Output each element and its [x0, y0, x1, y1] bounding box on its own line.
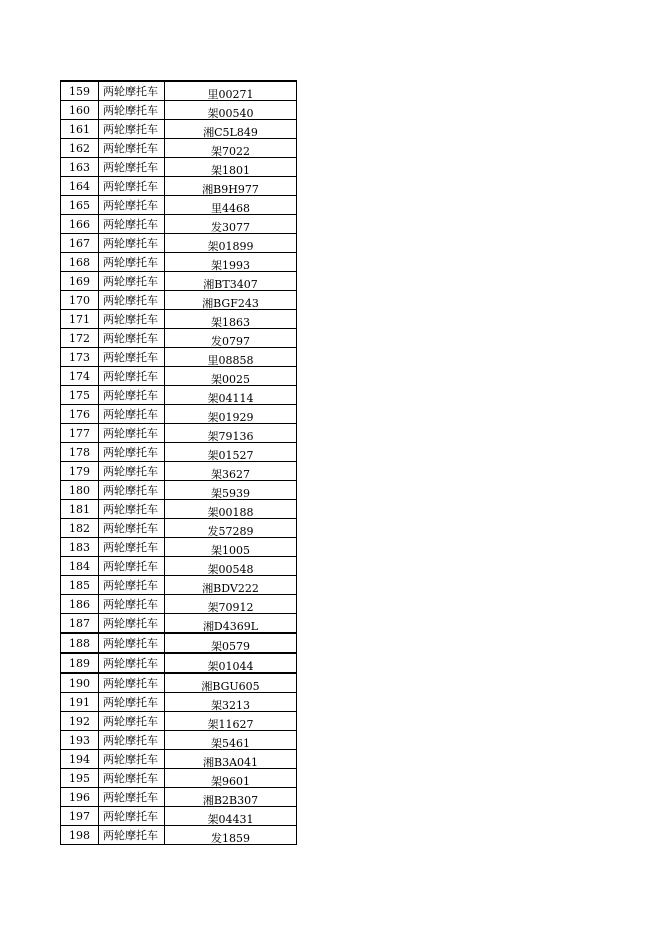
plate-number-cell[interactable]: 湘B3A041: [165, 750, 297, 769]
table-row: [61, 750, 297, 769]
vehicle-type-cell[interactable]: 两轮摩托车: [99, 750, 165, 769]
vehicle-type-cell[interactable]: 两轮摩托车: [99, 139, 165, 158]
table-row: [61, 101, 297, 120]
plate-number-cell[interactable]: 里00271: [165, 81, 297, 101]
table-row: [61, 462, 297, 481]
plate-number-cell[interactable]: 湘B2B307: [165, 788, 297, 807]
row-number-cell[interactable]: 167: [61, 234, 99, 253]
table-row: [61, 158, 297, 177]
table-row: [61, 196, 297, 215]
row-number-cell[interactable]: 163: [61, 158, 99, 177]
row-number-cell[interactable]: 159: [61, 81, 99, 101]
table-row: [61, 405, 297, 424]
plate-number-cell[interactable]: 架9601: [165, 769, 297, 788]
vehicle-table: [60, 80, 297, 845]
plate-number-cell[interactable]: 湘BDV222: [165, 576, 297, 595]
plate-number-cell[interactable]: 架04114: [165, 386, 297, 405]
table-row: [61, 595, 297, 614]
plate-number-cell[interactable]: 架1005: [165, 538, 297, 557]
row-number-cell[interactable]: 170: [61, 291, 99, 310]
row-number-cell[interactable]: 192: [61, 712, 99, 731]
row-number-cell[interactable]: 175: [61, 386, 99, 405]
vehicle-type-cell[interactable]: 两轮摩托车: [99, 614, 165, 634]
row-number-cell[interactable]: 180: [61, 481, 99, 500]
table-row: [61, 538, 297, 557]
table-row: [61, 731, 297, 750]
vehicle-type-cell[interactable]: 两轮摩托车: [99, 595, 165, 614]
row-number-cell[interactable]: 185: [61, 576, 99, 595]
plate-number-cell[interactable]: 湘B9H977: [165, 177, 297, 196]
vehicle-table-body: [61, 81, 297, 845]
row-number-cell[interactable]: 176: [61, 405, 99, 424]
plate-number-cell[interactable]: 湘D4369L: [165, 614, 297, 634]
table-row: [61, 557, 297, 576]
table-row: [61, 291, 297, 310]
row-number-cell[interactable]: 193: [61, 731, 99, 750]
vehicle-type-cell[interactable]: 两轮摩托车: [99, 405, 165, 424]
vehicle-type-cell[interactable]: 两轮摩托车: [99, 329, 165, 348]
plate-number-cell[interactable]: 里4468: [165, 196, 297, 215]
vehicle-type-cell[interactable]: 两轮摩托车: [99, 693, 165, 712]
vehicle-type-cell[interactable]: 两轮摩托车: [99, 196, 165, 215]
row-number-cell[interactable]: 171: [61, 310, 99, 329]
plate-number-cell[interactable]: 架0025: [165, 367, 297, 386]
row-number-cell[interactable]: 187: [61, 614, 99, 634]
plate-number-cell[interactable]: 架11627: [165, 712, 297, 731]
plate-number-cell[interactable]: 湘C5L849: [165, 120, 297, 139]
vehicle-type-cell[interactable]: 两轮摩托车: [99, 673, 165, 693]
vehicle-type-cell[interactable]: 两轮摩托车: [99, 272, 165, 291]
vehicle-type-cell[interactable]: 两轮摩托车: [99, 576, 165, 595]
table-row: [61, 519, 297, 538]
plate-number-cell[interactable]: 架7022: [165, 139, 297, 158]
plate-number-cell[interactable]: 架04431: [165, 807, 297, 826]
vehicle-type-cell[interactable]: 两轮摩托车: [99, 443, 165, 462]
vehicle-type-cell[interactable]: 两轮摩托车: [99, 481, 165, 500]
row-number-cell[interactable]: 190: [61, 673, 99, 693]
table-row: [61, 424, 297, 443]
row-number-cell[interactable]: 188: [61, 633, 99, 653]
row-number-cell[interactable]: 181: [61, 500, 99, 519]
plate-number-cell[interactable]: 架3213: [165, 693, 297, 712]
vehicle-type-cell[interactable]: 两轮摩托车: [99, 120, 165, 139]
row-number-cell[interactable]: 164: [61, 177, 99, 196]
vehicle-type-cell[interactable]: 两轮摩托车: [99, 348, 165, 367]
plate-number-cell[interactable]: 架01527: [165, 443, 297, 462]
plate-number-cell[interactable]: 架01929: [165, 405, 297, 424]
row-number-cell[interactable]: 160: [61, 101, 99, 120]
vehicle-type-cell[interactable]: 两轮摩托车: [99, 386, 165, 405]
row-number-cell[interactable]: 191: [61, 693, 99, 712]
table-row: [61, 177, 297, 196]
plate-number-cell[interactable]: 架0579: [165, 633, 297, 653]
plate-number-cell[interactable]: 发0797: [165, 329, 297, 348]
plate-number-cell[interactable]: 架3627: [165, 462, 297, 481]
plate-number-cell[interactable]: 架1993: [165, 253, 297, 272]
row-number-cell[interactable]: 172: [61, 329, 99, 348]
table-row: [61, 712, 297, 731]
plate-number-cell[interactable]: 发1859: [165, 826, 297, 845]
table-row: [61, 481, 297, 500]
row-number-cell[interactable]: 183: [61, 538, 99, 557]
row-number-cell[interactable]: 166: [61, 215, 99, 234]
table-row: [61, 253, 297, 272]
row-number-cell[interactable]: 169: [61, 272, 99, 291]
row-number-cell[interactable]: 184: [61, 557, 99, 576]
plate-number-cell[interactable]: 架79136: [165, 424, 297, 443]
row-number-cell[interactable]: 196: [61, 788, 99, 807]
table-row: [61, 769, 297, 788]
plate-number-cell[interactable]: 架00548: [165, 557, 297, 576]
row-number-cell[interactable]: 165: [61, 196, 99, 215]
vehicle-type-cell[interactable]: 两轮摩托车: [99, 367, 165, 386]
vehicle-type-cell[interactable]: 两轮摩托车: [99, 81, 165, 101]
vehicle-type-cell[interactable]: 两轮摩托车: [99, 291, 165, 310]
vehicle-type-cell[interactable]: 两轮摩托车: [99, 731, 165, 750]
table-row: [61, 614, 297, 634]
vehicle-type-cell[interactable]: 两轮摩托车: [99, 101, 165, 120]
table-row: [61, 348, 297, 367]
table-row: [61, 807, 297, 826]
row-number-cell[interactable]: 162: [61, 139, 99, 158]
vehicle-type-cell[interactable]: 两轮摩托车: [99, 769, 165, 788]
row-number-cell[interactable]: 198: [61, 826, 99, 845]
table-row: [61, 272, 297, 291]
plate-number-cell[interactable]: 湘BGF243: [165, 291, 297, 310]
table-row: [61, 81, 297, 101]
row-number-cell[interactable]: 168: [61, 253, 99, 272]
row-number-cell[interactable]: 174: [61, 367, 99, 386]
table-row: [61, 215, 297, 234]
table-row: [61, 367, 297, 386]
vehicle-type-cell[interactable]: 两轮摩托车: [99, 633, 165, 653]
vehicle-type-cell[interactable]: 两轮摩托车: [99, 712, 165, 731]
vehicle-type-cell[interactable]: 两轮摩托车: [99, 424, 165, 443]
row-number-cell[interactable]: 197: [61, 807, 99, 826]
row-number-cell[interactable]: 195: [61, 769, 99, 788]
plate-number-cell[interactable]: 湘BGU605: [165, 673, 297, 693]
plate-number-cell[interactable]: 架1801: [165, 158, 297, 177]
plate-number-cell[interactable]: 架1863: [165, 310, 297, 329]
plate-number-cell[interactable]: 架70912: [165, 595, 297, 614]
vehicle-type-cell[interactable]: 两轮摩托车: [99, 215, 165, 234]
row-number-cell[interactable]: 194: [61, 750, 99, 769]
vehicle-type-cell[interactable]: 两轮摩托车: [99, 500, 165, 519]
row-number-cell[interactable]: 161: [61, 120, 99, 139]
plate-number-cell[interactable]: 里08858: [165, 348, 297, 367]
row-number-cell[interactable]: 182: [61, 519, 99, 538]
table-row: [61, 310, 297, 329]
plate-number-cell[interactable]: 架5939: [165, 481, 297, 500]
plate-number-cell[interactable]: 架00540: [165, 101, 297, 120]
vehicle-type-cell[interactable]: 两轮摩托车: [99, 234, 165, 253]
plate-number-cell[interactable]: 发3077: [165, 215, 297, 234]
table-row: [61, 826, 297, 845]
plate-number-cell[interactable]: 架01899: [165, 234, 297, 253]
vehicle-type-cell[interactable]: 两轮摩托车: [99, 826, 165, 845]
vehicle-type-cell[interactable]: 两轮摩托车: [99, 807, 165, 826]
table-row: [61, 443, 297, 462]
vehicle-type-cell[interactable]: 两轮摩托车: [99, 177, 165, 196]
table-row: [61, 120, 297, 139]
vehicle-type-cell[interactable]: 两轮摩托车: [99, 158, 165, 177]
table-row: [61, 386, 297, 405]
table-row: [61, 329, 297, 348]
vehicle-type-cell[interactable]: 两轮摩托车: [99, 310, 165, 329]
table-row: [61, 234, 297, 253]
plate-number-cell[interactable]: 架5461: [165, 731, 297, 750]
plate-number-cell[interactable]: 架00188: [165, 500, 297, 519]
table-row: [61, 576, 297, 595]
vehicle-type-cell[interactable]: 两轮摩托车: [99, 462, 165, 481]
row-number-cell[interactable]: 173: [61, 348, 99, 367]
table-row: [61, 673, 297, 693]
table-row: [61, 693, 297, 712]
table-row: [61, 139, 297, 158]
vehicle-type-cell[interactable]: 两轮摩托车: [99, 519, 165, 538]
row-number-cell[interactable]: 178: [61, 443, 99, 462]
vehicle-type-cell[interactable]: 两轮摩托车: [99, 557, 165, 576]
row-number-cell[interactable]: 186: [61, 595, 99, 614]
row-number-cell[interactable]: 179: [61, 462, 99, 481]
table-row: [61, 633, 297, 653]
table-row: [61, 500, 297, 519]
row-number-cell[interactable]: 189: [61, 653, 99, 673]
vehicle-type-cell[interactable]: 两轮摩托车: [99, 788, 165, 807]
plate-number-cell[interactable]: 架01044: [165, 653, 297, 673]
table-row: [61, 788, 297, 807]
vehicle-type-cell[interactable]: 两轮摩托车: [99, 253, 165, 272]
vehicle-type-cell[interactable]: 两轮摩托车: [99, 538, 165, 557]
table-row: [61, 653, 297, 673]
vehicle-type-cell[interactable]: 两轮摩托车: [99, 653, 165, 673]
plate-number-cell[interactable]: 发57289: [165, 519, 297, 538]
row-number-cell[interactable]: 177: [61, 424, 99, 443]
plate-number-cell[interactable]: 湘BT3407: [165, 272, 297, 291]
